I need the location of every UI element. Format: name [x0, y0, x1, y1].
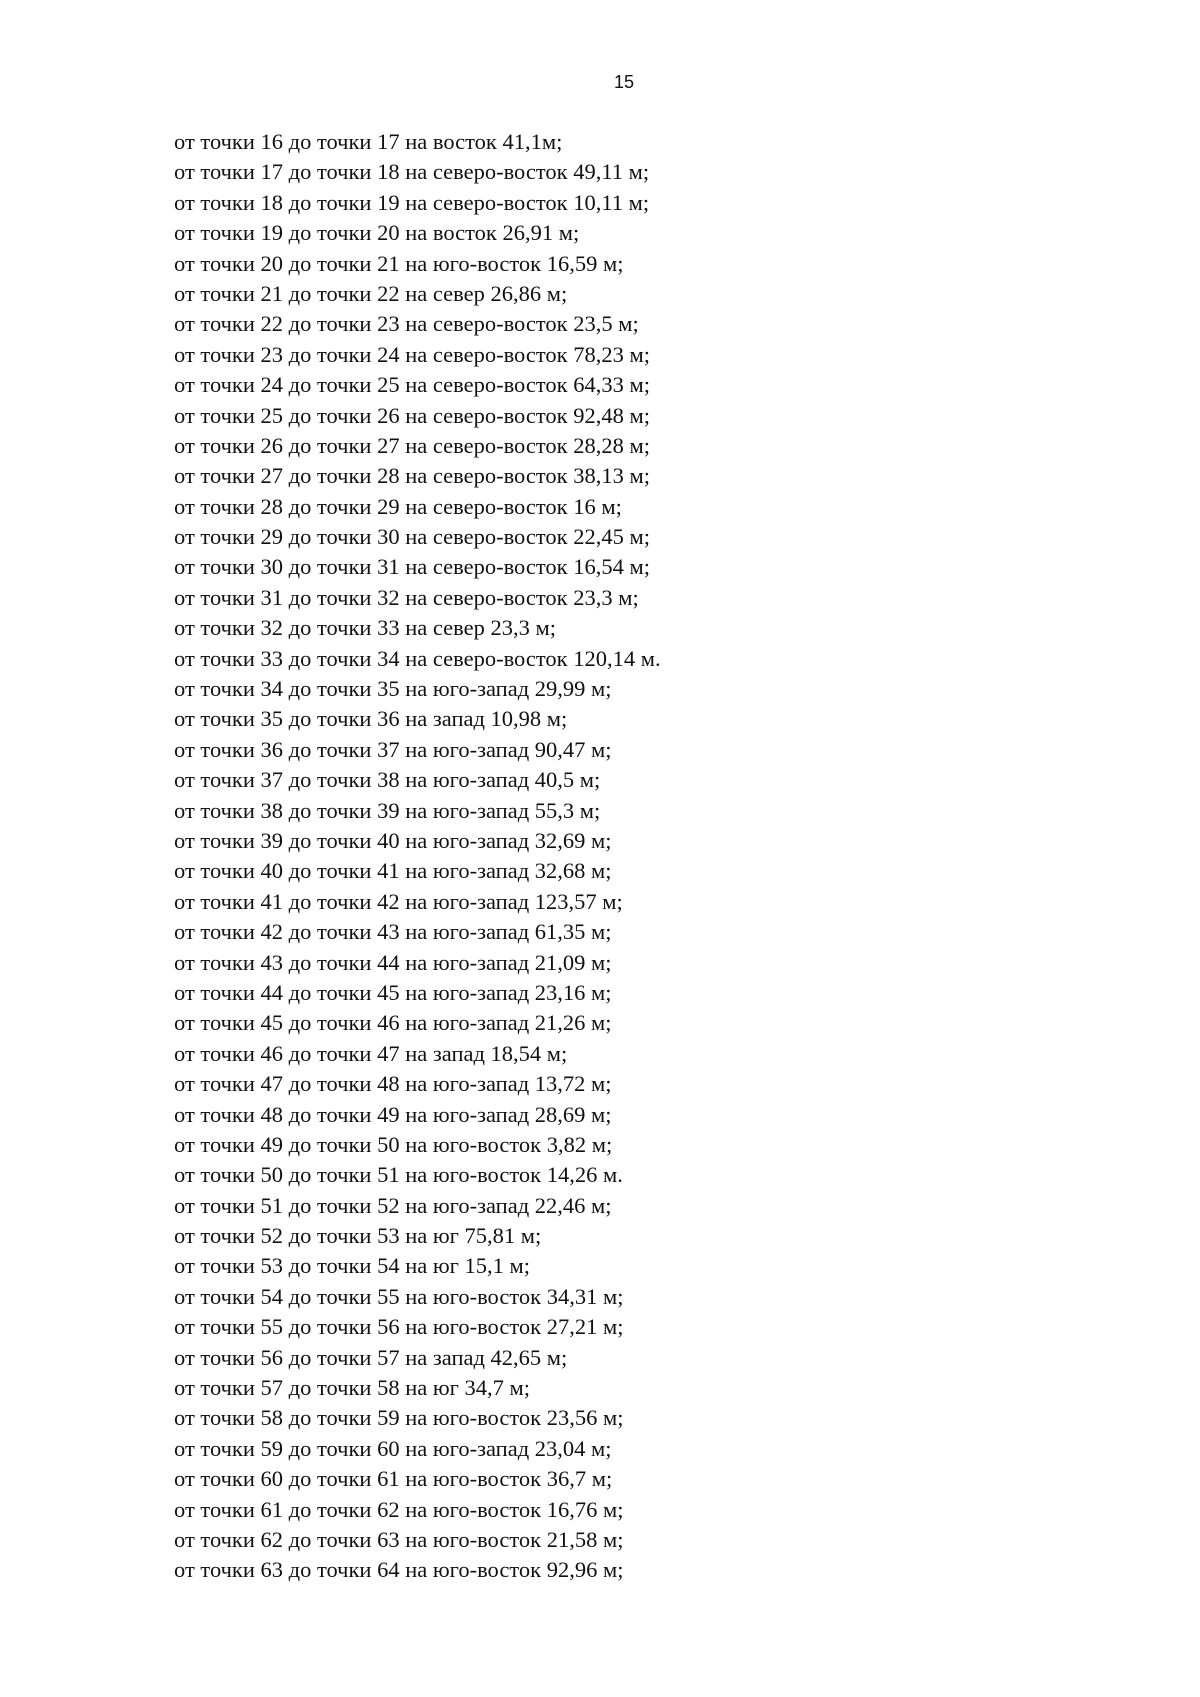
boundary-segment-line: от точки 54 до точки 55 на юго-восток 34,31 м; — [174, 1283, 624, 1309]
boundary-segment-line: от точки 20 до точки 21 на юго-восток 16,59 м; — [174, 250, 624, 276]
boundary-segment-line: от точки 46 до точки 47 на запад 18,54 м; — [174, 1040, 568, 1066]
boundary-segment-line: от точки 58 до точки 59 на юго-восток 23,56 м; — [174, 1405, 624, 1431]
boundary-segment-line: от точки 35 до точки 36 на запад 10,98 м; — [174, 706, 568, 732]
boundary-segment-line: от точки 24 до точки 25 на северо-восток 64,33 м; — [174, 372, 650, 398]
boundary-segment-line: от точки 50 до точки 51 на юго-восток 14,26 м. — [174, 1162, 623, 1188]
boundary-segment-line: от точки 47 до точки 48 на юго-запад 13,72 м; — [174, 1071, 612, 1097]
boundary-segment-line: от точки 40 до точки 41 на юго-запад 32,68 м; — [174, 858, 612, 884]
boundary-segment-line: от точки 22 до точки 23 на северо-восток 23,5 м; — [174, 311, 639, 337]
boundary-segment-line: от точки 31 до точки 32 на северо-восток 23,3 м; — [174, 584, 639, 610]
boundary-segment-line: от точки 25 до точки 26 на северо-восток 92,48 м; — [174, 402, 650, 428]
boundary-segment-line: от точки 48 до точки 49 на юго-запад 28,69 м; — [174, 1101, 612, 1127]
boundary-segment-line: от точки 34 до точки 35 на юго-запад 29,99 м; — [174, 676, 612, 702]
boundary-segment-line: от точки 45 до точки 46 на юго-запад 21,26 м; — [174, 1010, 612, 1036]
boundary-segment-line: от точки 33 до точки 34 на северо-восток 120,14 м. — [174, 645, 661, 671]
boundary-segment-line: от точки 37 до точки 38 на юго-запад 40,5 м; — [174, 767, 601, 793]
boundary-segment-line: от точки 27 до точки 28 на северо-восток 38,13 м; — [174, 463, 650, 489]
boundary-segment-line: от точки 41 до точки 42 на юго-запад 123,57 м; — [174, 888, 623, 914]
boundary-segment-line: от точки 17 до точки 18 на северо-восток 49,11 м; — [174, 159, 650, 185]
boundary-segment-line: от точки 36 до точки 37 на юго-запад 90,47 м; — [174, 736, 612, 762]
boundary-description-list — [174, 127, 661, 1586]
boundary-segment-line: от точки 42 до точки 43 на юго-запад 61,35 м; — [174, 919, 612, 945]
boundary-segment-line: от точки 21 до точки 22 на север 26,86 м; — [174, 280, 568, 306]
boundary-segment-line: от точки 44 до точки 45 на юго-запад 23,16 м; — [174, 979, 612, 1005]
boundary-segment-line: от точки 26 до точки 27 на северо-восток 28,28 м; — [174, 432, 650, 458]
boundary-segment-line: от точки 51 до точки 52 на юго-запад 22,46 м; — [174, 1192, 612, 1218]
boundary-segment-line: от точки 63 до точки 64 на юго-восток 92,96 м; — [174, 1557, 624, 1583]
boundary-segment-line: от точки 56 до точки 57 на запад 42,65 м; — [174, 1344, 568, 1370]
boundary-segment-line: от точки 43 до точки 44 на юго-запад 21,09 м; — [174, 949, 612, 975]
boundary-segment-line: от точки 55 до точки 56 на юго-восток 27,21 м; — [174, 1314, 624, 1340]
boundary-segment-line: от точки 52 до точки 53 на юг 75,81 м; — [174, 1223, 542, 1249]
boundary-segment-line: от точки 57 до точки 58 на юг 34,7 м; — [174, 1375, 531, 1401]
boundary-segment-line: от точки 39 до точки 40 на юго-запад 32,69 м; — [174, 827, 612, 853]
boundary-segment-line: от точки 53 до точки 54 на юг 15,1 м; — [174, 1253, 531, 1279]
boundary-segment-line: от точки 23 до точки 24 на северо-восток 78,23 м; — [174, 341, 650, 367]
boundary-segment-line: от точки 30 до точки 31 на северо-восток 16,54 м; — [174, 554, 650, 580]
boundary-segment-line: от точки 16 до точки 17 на восток 41,1м; — [174, 129, 563, 154]
boundary-segment-line: от точки 49 до точки 50 на юго-восток 3,82 м; — [174, 1131, 613, 1157]
boundary-segment-line: от точки 32 до точки 33 на север 23,3 м; — [174, 615, 556, 641]
boundary-segment-line: от точки 38 до точки 39 на юго-запад 55,3 м; — [174, 797, 601, 823]
boundary-segment-line: от точки 59 до точки 60 на юго-запад 23,04 м; — [174, 1435, 612, 1461]
boundary-segment-line: от точки 28 до точки 29 на северо-восток 16 м; — [174, 493, 622, 519]
boundary-segment-line: от точки 62 до точки 63 на юго-восток 21,58 м; — [174, 1526, 624, 1552]
boundary-segment-line: от точки 19 до точки 20 на восток 26,91 м; — [174, 220, 580, 246]
boundary-segment-line: от точки 61 до точки 62 на юго-восток 16,76 м; — [174, 1496, 624, 1522]
boundary-segment-line: от точки 60 до точки 61 на юго-восток 36,7 м; — [174, 1466, 613, 1492]
boundary-segment-line: от точки 18 до точки 19 на северо-восток 10,11 м; — [174, 189, 650, 215]
boundary-segment-line: от точки 29 до точки 30 на северо-восток 22,45 м; — [174, 524, 650, 550]
page-number: 15 — [613, 72, 635, 92]
